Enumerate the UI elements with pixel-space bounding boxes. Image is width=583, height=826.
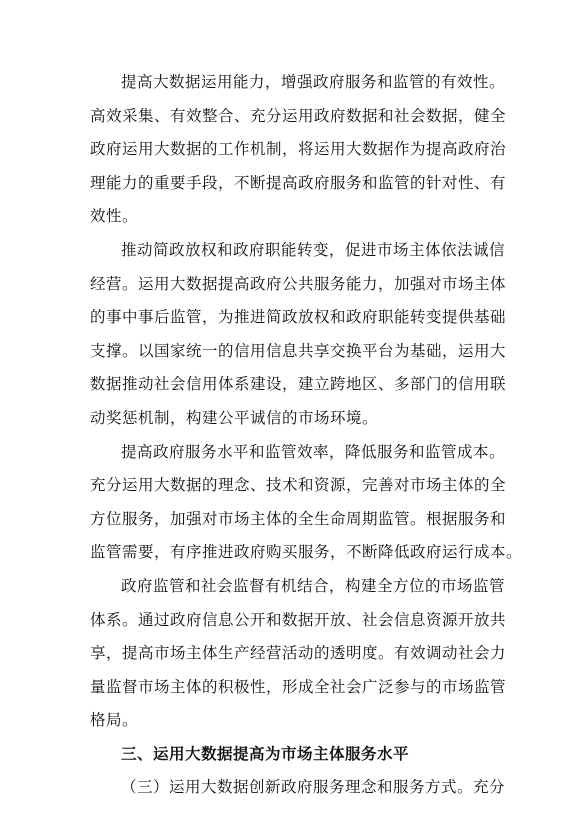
paragraph-line: 充分运用大数据的理念、技术和资源，完善对市场主体的全: [90, 476, 507, 495]
paragraph-line: 动奖惩机制，构建公平诚信的市场环境。: [90, 408, 379, 427]
paragraph-line: 提高政府服务水平和监管效率，降低服务和监管成本。: [121, 442, 506, 461]
paragraph-line: 政府运用大数据的工作机制，将运用大数据作为提高政府治: [90, 140, 507, 159]
paragraph-line: 政府监管和社会监督有机结合，构建全方位的市场监管: [121, 576, 506, 595]
paragraph-line: 效性。: [90, 207, 139, 226]
paragraph-line: 方位服务，加强对市场主体的全生命周期监管。根据服务和: [90, 509, 507, 528]
paragraph-line: 的事中事后监管，为推进简政放权和政府职能转变提供基础: [90, 308, 507, 327]
paragraph-line: （三）运用大数据创新政府服务理念和服务方式。充分: [121, 778, 506, 797]
paragraph-line: 支撑。以国家统一的信用信息共享交换平台为基础，运用大: [90, 341, 507, 360]
paragraph-line: 享，提高市场主体生产经营活动的透明度。有效调动社会力: [90, 644, 507, 663]
section-heading: 三、运用大数据提高为市场主体服务水平: [121, 744, 410, 763]
paragraph-line: 提高大数据运用能力，增强政府服务和监管的有效性。: [121, 73, 506, 91]
paragraph-line: 体系。通过政府信息公开和数据开放、社会信息资源开放共: [90, 610, 507, 629]
paragraph-line: 数据推动社会信用体系建设，建立跨地区、多部门的信用联: [90, 375, 507, 394]
paragraph-line: 经营。运用大数据提高政府公共服务能力，加强对市场主体: [90, 274, 507, 293]
paragraph-line: 监管需要，有序推进政府购买服务，不断降低政府运行成本。: [90, 543, 523, 562]
document-body: [90, 66, 523, 805]
paragraph-line: 格局。: [90, 711, 139, 730]
paragraph-line: 量监督市场主体的积极性，形成全社会广泛参与的市场监管: [90, 677, 507, 696]
paragraph-line: 高效采集、有效整合、充分运用政府数据和社会数据，健全: [90, 106, 507, 125]
paragraph-line: 理能力的重要手段，不断提高政府服务和监管的针对性、有: [90, 173, 507, 192]
paragraph-line: 推动简政放权和政府职能转变，促进市场主体依法诚信: [121, 240, 506, 259]
